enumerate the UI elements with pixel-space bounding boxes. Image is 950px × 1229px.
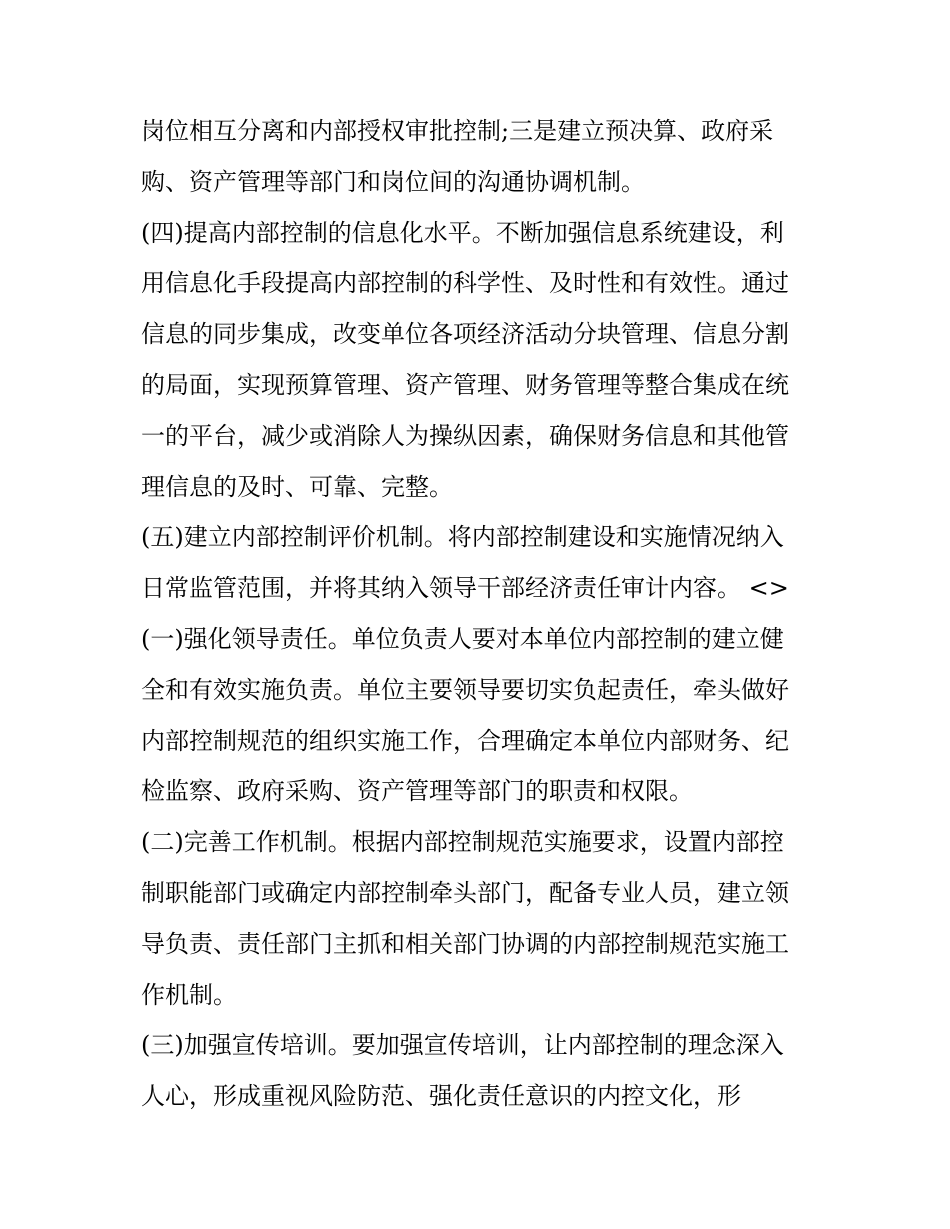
text-line: (二)完善工作机制。根据内部控制规范实施要求，设置内部控 xyxy=(141,828,784,857)
text-line: (三)加强宣传培训。要加强宣传培训，让内部控制的理念深入 xyxy=(141,1031,784,1060)
text-line: 制职能部门或确定内部控制牵头部门，配备专业人员，建立领 xyxy=(141,878,789,907)
text-line: (五)建立内部控制评价机制。将内部控制建设和实施情况纳入 xyxy=(141,523,784,552)
text-line: 日常监管范围，并将其纳入领导干部经济责任审计内容。 <> xyxy=(141,574,789,603)
text-line: 信息的同步集成，改变单位各项经济活动分块管理、信息分割 xyxy=(141,320,789,349)
text-line: 理信息的及时、可靠、完整。 xyxy=(141,472,453,501)
text-line: (四)提高内部控制的信息化水平。不断加强信息系统建设，利 xyxy=(141,218,784,247)
text-line: 检监察、政府采购、资产管理等部门的职责和权限。 xyxy=(141,777,693,806)
text-line: 岗位相互分离和内部授权审批控制;三是建立预决算、政府采 xyxy=(141,117,774,145)
text-line: 内部控制规范的组织实施工作，合理确定本单位内部财务、纪 xyxy=(141,726,789,755)
text-line: 全和有效实施负责。单位主要领导要切实负起责任，牵头做好 xyxy=(141,675,789,704)
text-line: 的局面，实现预算管理、资产管理、财务管理等整合集成在统 xyxy=(141,370,789,399)
text-line: 用信息化手段提高内部控制的科学性、及时性和有效性。通过 xyxy=(141,269,789,298)
text-line: 人心，形成重视风险防范、强化责任意识的内控文化，形 xyxy=(141,1082,741,1111)
text-line: 作机制。 xyxy=(141,980,237,1009)
body-text xyxy=(141,106,821,1122)
text-line: 一的平台，减少或消除人为操纵因素，确保财务信息和其他管 xyxy=(141,421,789,450)
text-line: 导负责、责任部门主抓和相关部门协调的内部控制规范实施工 xyxy=(141,929,789,958)
text-line: (一)强化领导责任。单位负责人要对本单位内部控制的建立健 xyxy=(141,624,784,653)
text-line: 购、资产管理等部门和岗位间的沟通协调机制。 xyxy=(141,167,645,196)
